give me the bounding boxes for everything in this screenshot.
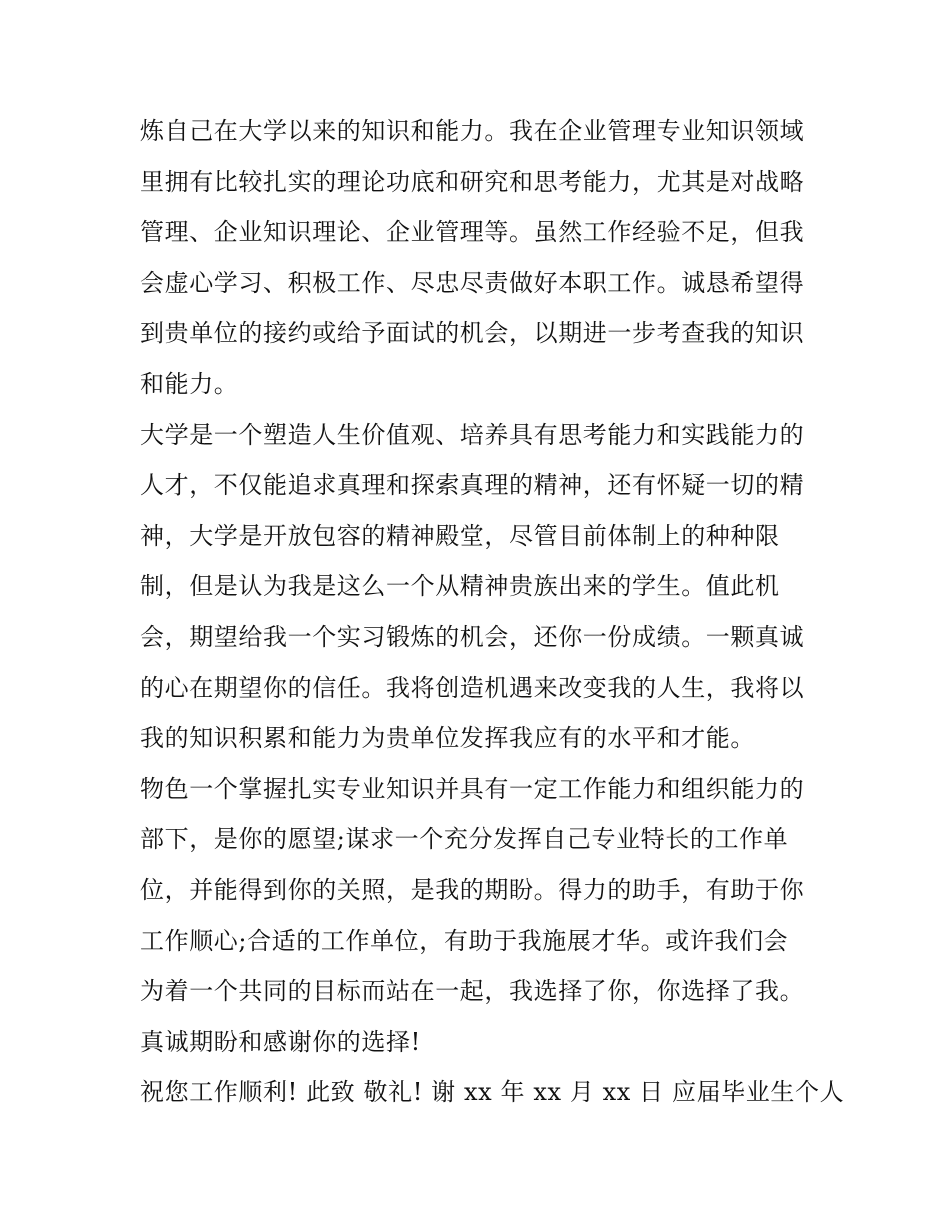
text-line: 炼自己在大学以来的知识和能力。我在企业管理专业知识领域 [140,117,805,145]
text-line: 为着一个共同的目标而站在一起，我选择了你，你选择了我。 [140,977,805,1006]
text-line: 会虚心学习、积极工作、尽忠尽责做好本职工作。诚恳希望得 [140,268,805,297]
text-line: 到贵单位的接约或给予面试的机会，以期进一步考查我的知识 [140,319,805,348]
text-line: 位，并能得到你的关照，是我的期盼。得力的助手，有助于你 [140,875,805,904]
text-line: 会，期望给我一个实习锻炼的机会，还你一份成绩。一颗真诚 [140,622,805,651]
text-line: 工作顺心;合适的工作单位，有助于我施展才华。或许我们会 [140,926,789,955]
text-line: 里拥有比较扎实的理论功底和研究和思考能力，尤其是对战略 [140,167,805,196]
text-line: 我的知识积累和能力为贵单位发挥我应有的水平和才能。 [140,724,755,753]
text-line: 真诚期盼和感谢你的选择! [140,1027,421,1056]
text-line: 部下，是你的愿望;谋求一个充分发挥自己专业特长的工作单 [140,825,789,854]
text-line: 的心在期望你的信任。我将创造机遇来改变我的人生，我将以 [140,673,805,702]
text-line: 人才，不仅能追求真理和探索真理的精神，还有怀疑一切的精 [140,471,805,500]
text-line: 物色一个掌握扎实专业知识并具有一定工作能力和组织能力的 [140,774,805,803]
text-line: 和能力。 [140,369,239,398]
text-line: 祝您工作顺利! 此致 敬礼! 谢 xx 年 xx 月 xx 日 应届毕业生个人 [140,1078,845,1107]
text-line: 制，但是认为我是这么一个从精神贵族出来的学生。值此机 [140,572,780,601]
text-line: 管理、企业知识理论、企业管理等。虽然工作经验不足，但我 [140,218,805,247]
text-line: 大学是一个塑造人生价值观、培养具有思考能力和实践能力的 [140,420,805,449]
text-line: 神，大学是开放包容的精神殿堂，尽管目前体制上的种种限 [140,521,780,550]
document-body [140,106,845,1118]
